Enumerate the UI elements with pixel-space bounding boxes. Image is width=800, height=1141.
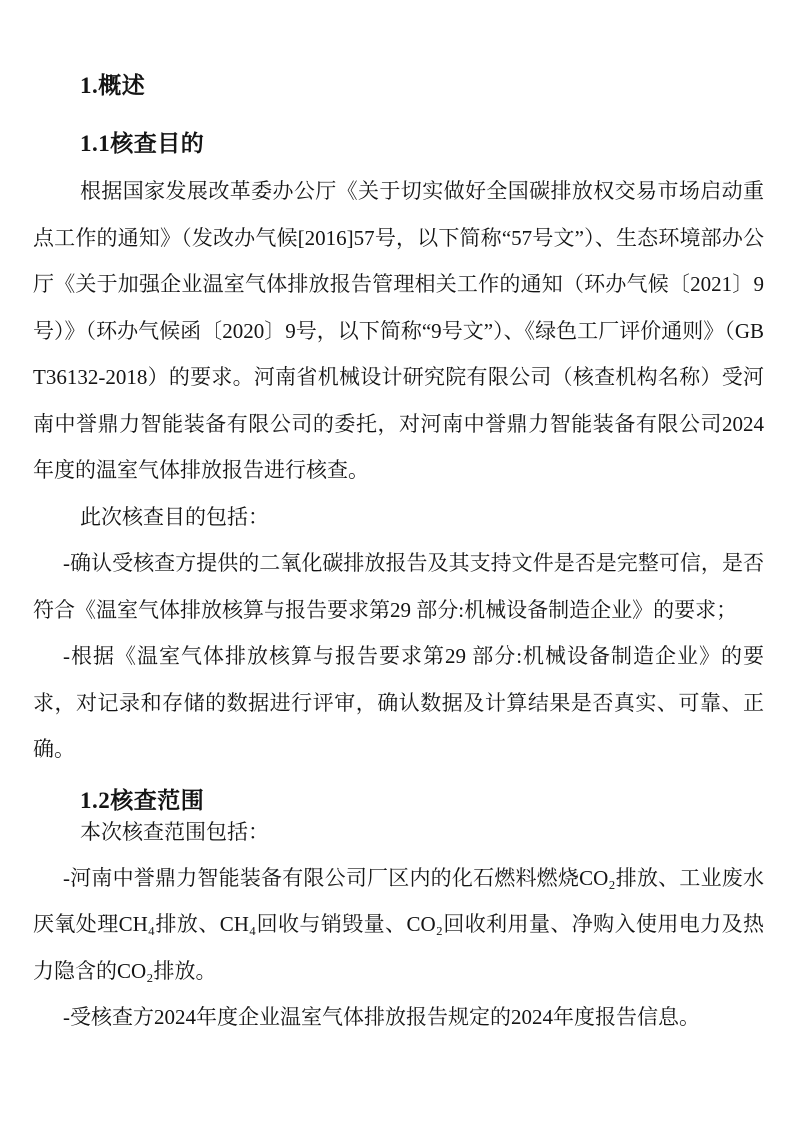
paragraph-purpose-item-1: -确认受核查方提供的二氧化碳排放报告及其支持文件是否是完整可信，是否符合《温室气体排放核算与报告要求第29 部分:机械设备制造企业》的要求； [33, 551, 764, 622]
section-heading-verification-scope: 1.2核查范围 [80, 787, 205, 813]
paragraph-verification-basis: 根据国家发展改革委办公厅《关于切实做好全国碳排放权交易市场启动重点工作的通知》（发改办气候[2016]57号，以下简称“57号文”）、生态环境部办公厅《关于加强企业温室气体排放报告管理相关工作的通知（环办气候〔2021〕9号）》（环办气候函〔2020〕9号，以下简称“9号文”）、《绿色工厂评价通则》（GBT36132-2018）的要求。河南省机械设计研究院有限公司（核查机构名称）受河南中誉鼎力智能装备有限公司的委托，对河南中誉鼎力智能装备有限公司2024年度的温室气体排放报告进行核查。 [33, 179, 764, 482]
section-heading-verification-purpose: 1.1核查目的 [80, 131, 205, 156]
paragraph-scope-item-2: -受核查方2024年度企业温室气体排放报告规定的2024年度报告信息。 [63, 1005, 700, 1029]
paragraph-purpose-intro: 此次核查目的包括： [80, 504, 269, 529]
paragraph-scope-intro: 本次核查范围包括： [80, 819, 269, 844]
paragraph-scope-item-1: -河南中誉鼎力智能装备有限公司厂区内的化石燃料燃烧CO₂排放、工业废水厌氧处理CH₄排放、CH₄回收与销毁量、CO₂回收利用量、净购入使用电力及热力隐含的CO₂排放。 [33, 865, 764, 983]
section-heading-overview: 1.概述 [80, 73, 146, 98]
paragraph-purpose-item-2: -根据《温室气体排放核算与报告要求第29 部分:机械设备制造企业》的要求，对记录和存储的数据进行评审，确认数据及计算结果是否真实、可靠、正确。 [33, 644, 764, 761]
